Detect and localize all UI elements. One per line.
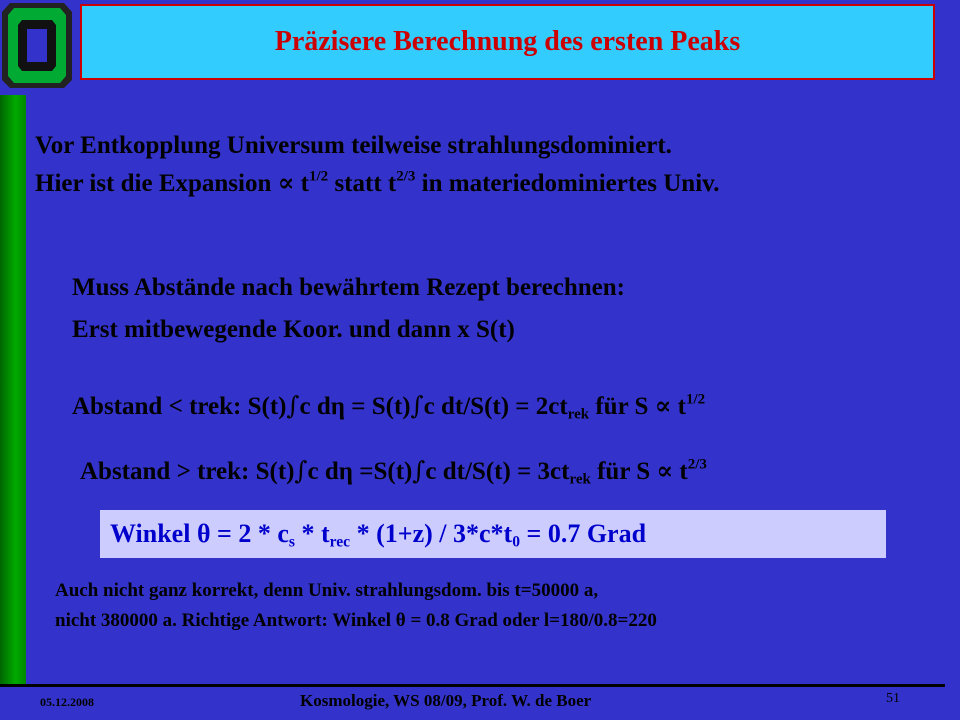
winkel-sub-s: s (288, 533, 295, 551)
winkel-result-box (100, 510, 886, 558)
formula-1-c: c dt/S(t) = 2ct (423, 393, 568, 420)
title-box (80, 4, 935, 80)
footer-date: 05.12.2008 (40, 695, 94, 709)
winkel-a: Winkel θ = 2 * c (110, 519, 289, 548)
winkel-b: * t (294, 519, 330, 548)
method-line-1-text: Muss Abstände nach bewährtem Rezept berechnen: (72, 274, 625, 301)
winkel-sub-0: 0 (512, 533, 520, 551)
formula-2-b: c dη =S(t) (307, 458, 413, 485)
page-number: 51 (886, 691, 900, 706)
intro-line-1-text: Vor Entkopplung Universum teilweise strahlungsdominiert. (35, 132, 672, 159)
integral-sign-1b: ∫ (410, 391, 424, 420)
formula-1-sub: rek (567, 406, 590, 423)
integral-sign-1a: ∫ (286, 391, 300, 420)
formula-1 (72, 390, 705, 422)
winkel-sub-rec: rec (329, 533, 351, 551)
formula-1-sup: 1/2 (686, 391, 706, 408)
left-green-bar (0, 95, 26, 685)
footer-divider (0, 684, 945, 687)
note-line-1: Auch nicht ganz korrekt, denn Univ. strahlungsdom. bis t=50000 a, (55, 580, 599, 601)
integral-sign-2b: ∫ (412, 456, 426, 485)
intro-line-1 (35, 130, 672, 161)
note-line-2: nicht 380000 a. Richtige Antwort: Winkel θ = 0.8 Grad oder l=180/0.8=220 (55, 610, 657, 631)
winkel-d: = 0.7 Grad (520, 519, 647, 548)
winkel-formula (110, 519, 646, 549)
method-line-2-text: Erst mitbewegende Koor. und dann x S(t) (72, 316, 515, 343)
formula-2 (80, 455, 707, 487)
formula-1-d: für S ∝ t (589, 393, 687, 420)
intro-line-2-c: in materiedominiertes Univ. (415, 170, 720, 197)
intro-line-2-sup1: 1/2 (309, 168, 329, 185)
formula-1-a: Abstand < trek: S(t) (72, 393, 287, 420)
page-title: Präzisere Berechnung des ersten Peaks (274, 26, 741, 57)
intro-line-2-sup2: 2/3 (396, 168, 416, 185)
method-line-2 (72, 314, 515, 345)
intro-line-2-a: Hier ist die Expansion ∝ t (35, 170, 310, 197)
formula-2-sup: 2/3 (687, 456, 707, 473)
university-logo-icon (0, 0, 74, 90)
method-line-1 (72, 272, 625, 303)
winkel-c: * (1+z) / 3*c*t (350, 519, 513, 548)
intro-line-2 (35, 168, 720, 199)
intro-line-2-b: statt t (328, 170, 397, 197)
formula-1-b: c dη = S(t) (299, 393, 411, 420)
integral-sign-2a: ∫ (294, 456, 308, 485)
formula-2-a: Abstand > trek: S(t) (80, 458, 295, 485)
formula-2-c: c dt/S(t) = 3ct (425, 458, 570, 485)
footer-course: Kosmologie, WS 08/09, Prof. W. de Boer (300, 691, 592, 710)
formula-2-sub: rek (569, 471, 591, 488)
formula-2-d: für S ∝ t (590, 458, 688, 485)
